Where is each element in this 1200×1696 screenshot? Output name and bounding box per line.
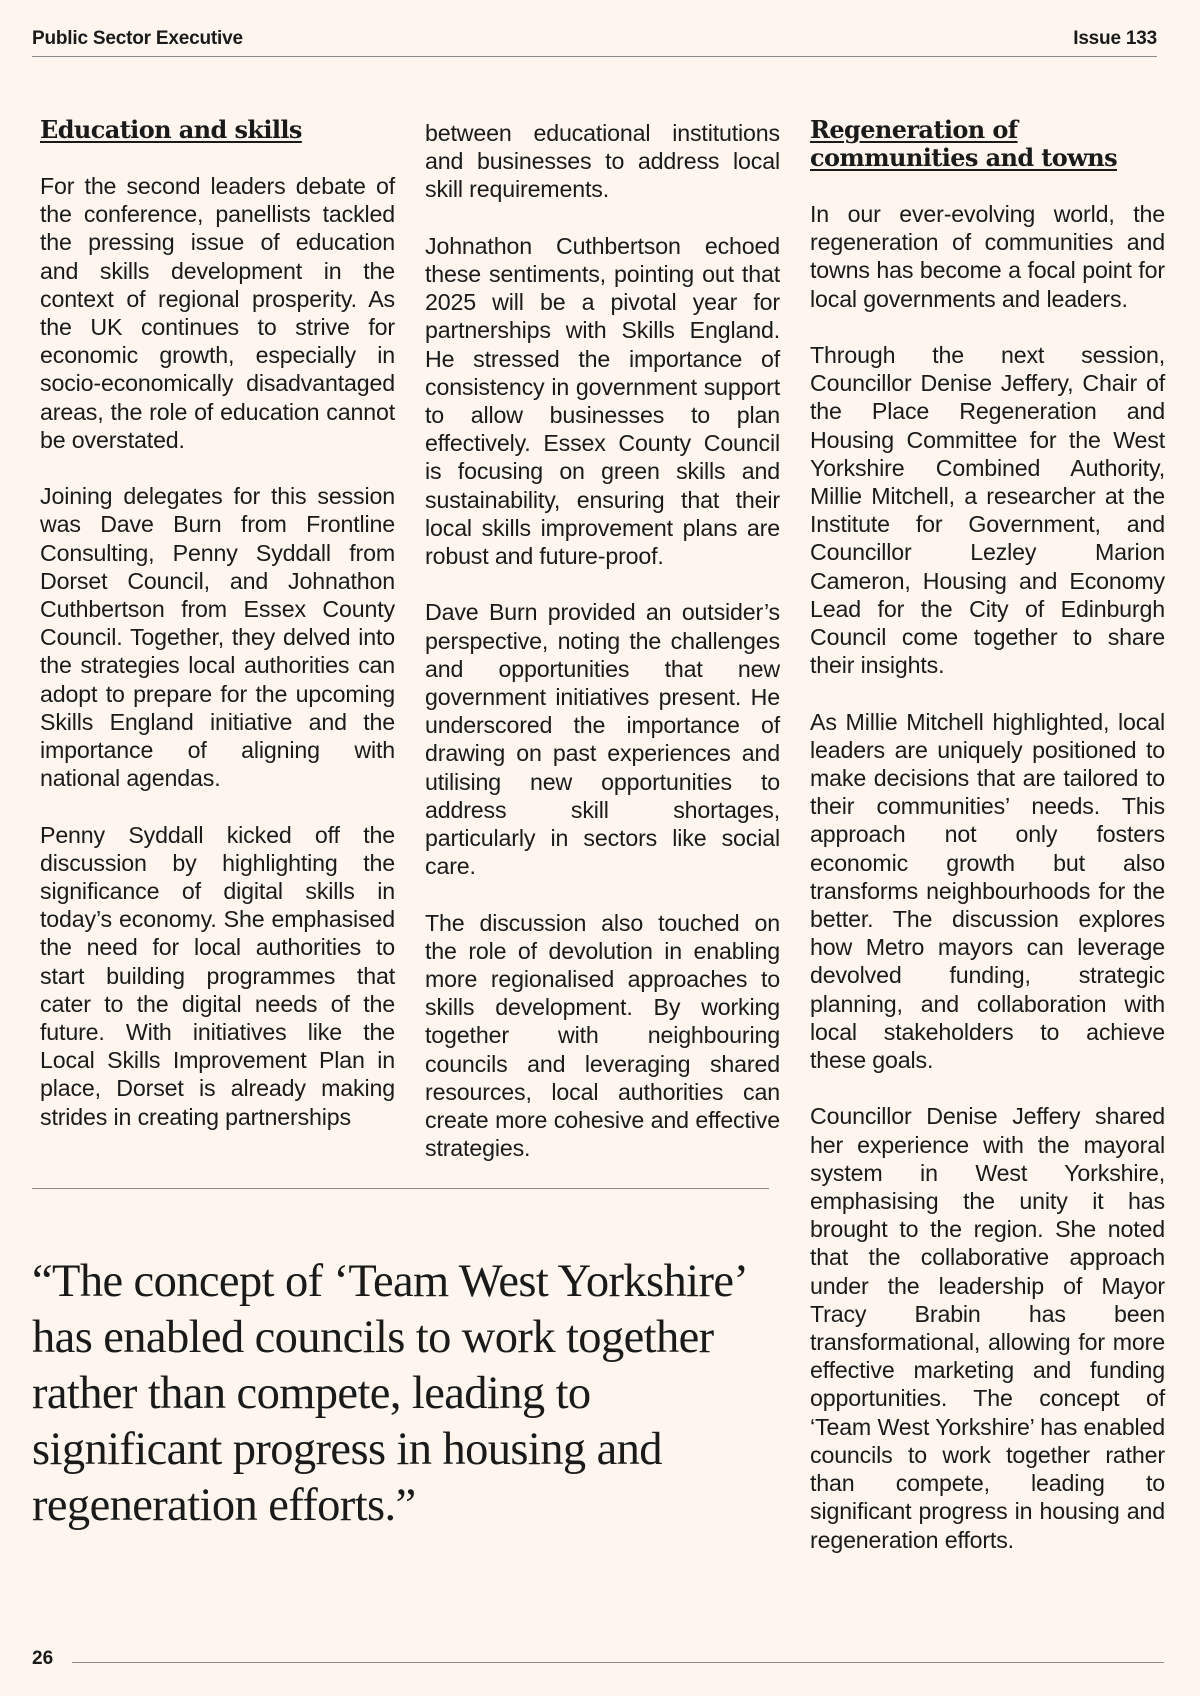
paragraph: As Millie Mitchell highlighted, local leaders are uniquely positioned to make decisions that are tailored to their communities’ needs. This approach not only fosters economic growth but also transforms neighbourhoods for the better. The discussion explores how Metro mayors can leverage devolved funding, strategic planning, and collaboration with local stakeholders to achieve these goals. <box>810 708 1165 1074</box>
paragraph: between educational institutions and businesses to address local skill requirements. <box>425 120 780 203</box>
paragraph: Penny Syddall kicked off the discussion by highlighting the significance of digital skills in today’s economy. She emphasised the need for local authorities to start building programmes that cater to the digital needs of the future. With initiatives like the Local Skills Improvement Plan in place, Dorset is already making strides in creating partnerships <box>40 821 395 1130</box>
issue-number: Issue 133 <box>1073 28 1157 49</box>
quote-divider <box>32 1188 769 1189</box>
publication-name: Public Sector Executive <box>32 28 243 49</box>
paragraph: Dave Burn provided an outsider’s perspective, noting the challenges and opportunities that new government initiatives present. He underscored the importance of drawing on past experiences and utilising new opportunities to address skill shortages, particularly in sectors like social care. <box>425 599 780 880</box>
article-column-1 <box>40 116 395 1131</box>
paragraph: Councillor Denise Jeffery shared her experience with the mayoral system in West Yorkshire, emphasising the unity it has brought to the region. She noted that the collaborative approach under the leadership of Mayor Tracy Brabin has been transformational, allowing for more effective marketing and funding opportunities. The concept of ‘Team West Yorkshire’ has enabled councils to work together rather than compete, leading to significant progress in housing and regeneration efforts. <box>810 1103 1165 1553</box>
paragraph: For the second leaders debate of the conference, panellists tackled the pressing issue of education and skills development in the context of regional prosperity. As the UK continues to strive for economic growth, especially in socio-economically disadvantaged areas, the role of education cannot be overstated. <box>40 173 395 453</box>
section-heading-regeneration: Regeneration of communities and towns <box>810 115 1118 172</box>
article-column-3 <box>810 116 1165 1554</box>
paragraph: The discussion also touched on the role of devolution in enabling more regionalised approaches to skills development. By working together with neighbouring councils and leveraging shared resources, local authorities can create more cohesive and effective strategies. <box>425 909 780 1162</box>
page-number: 26 <box>32 1648 54 1669</box>
pull-quote: “The concept of ‘Team West Yorkshire’ has enabled councils to work together rather than compete, leading to significant progress in housing and regeneration efforts.” <box>32 1256 745 1531</box>
paragraph: Through the next session, Councillor Denise Jeffery, Chair of the Place Regeneration and Housing Committee for the West Yorkshire Combined Authority, Millie Mitchell, a researcher at the Institute for Government, and Councillor Lezley Marion Cameron, Housing and Economy Lead for the City of Edinburgh Council come together to share their insights. <box>810 342 1165 679</box>
page-header <box>32 28 1157 57</box>
paragraph: Joining delegates for this session was Dave Burn from Frontline Consulting, Penny Syddall from Dorset Council, and Johnathon Cuthbertson from Essex County Council. Together, they delved into the strategies local authorities can adopt to prepare for the upcoming Skills England initiative and the importance of aligning with national agendas. <box>40 483 395 792</box>
article-column-2 <box>425 119 780 1162</box>
paragraph: Johnathon Cuthbertson echoed these sentiments, pointing out that 2025 will be a pivotal year for partnerships with Skills England. He stressed the importance of consistency in government support to allow businesses to plan effectively. Essex County Council is focusing on green skills and sustainability, ensuring that their local skills improvement plans are robust and future-proof. <box>425 232 780 570</box>
paragraph: In our ever-evolving world, the regeneration of communities and towns has become a focal point for local governments and leaders. <box>810 201 1165 312</box>
section-heading-education: Education and skills <box>40 115 302 144</box>
footer-rule <box>72 1662 1164 1663</box>
